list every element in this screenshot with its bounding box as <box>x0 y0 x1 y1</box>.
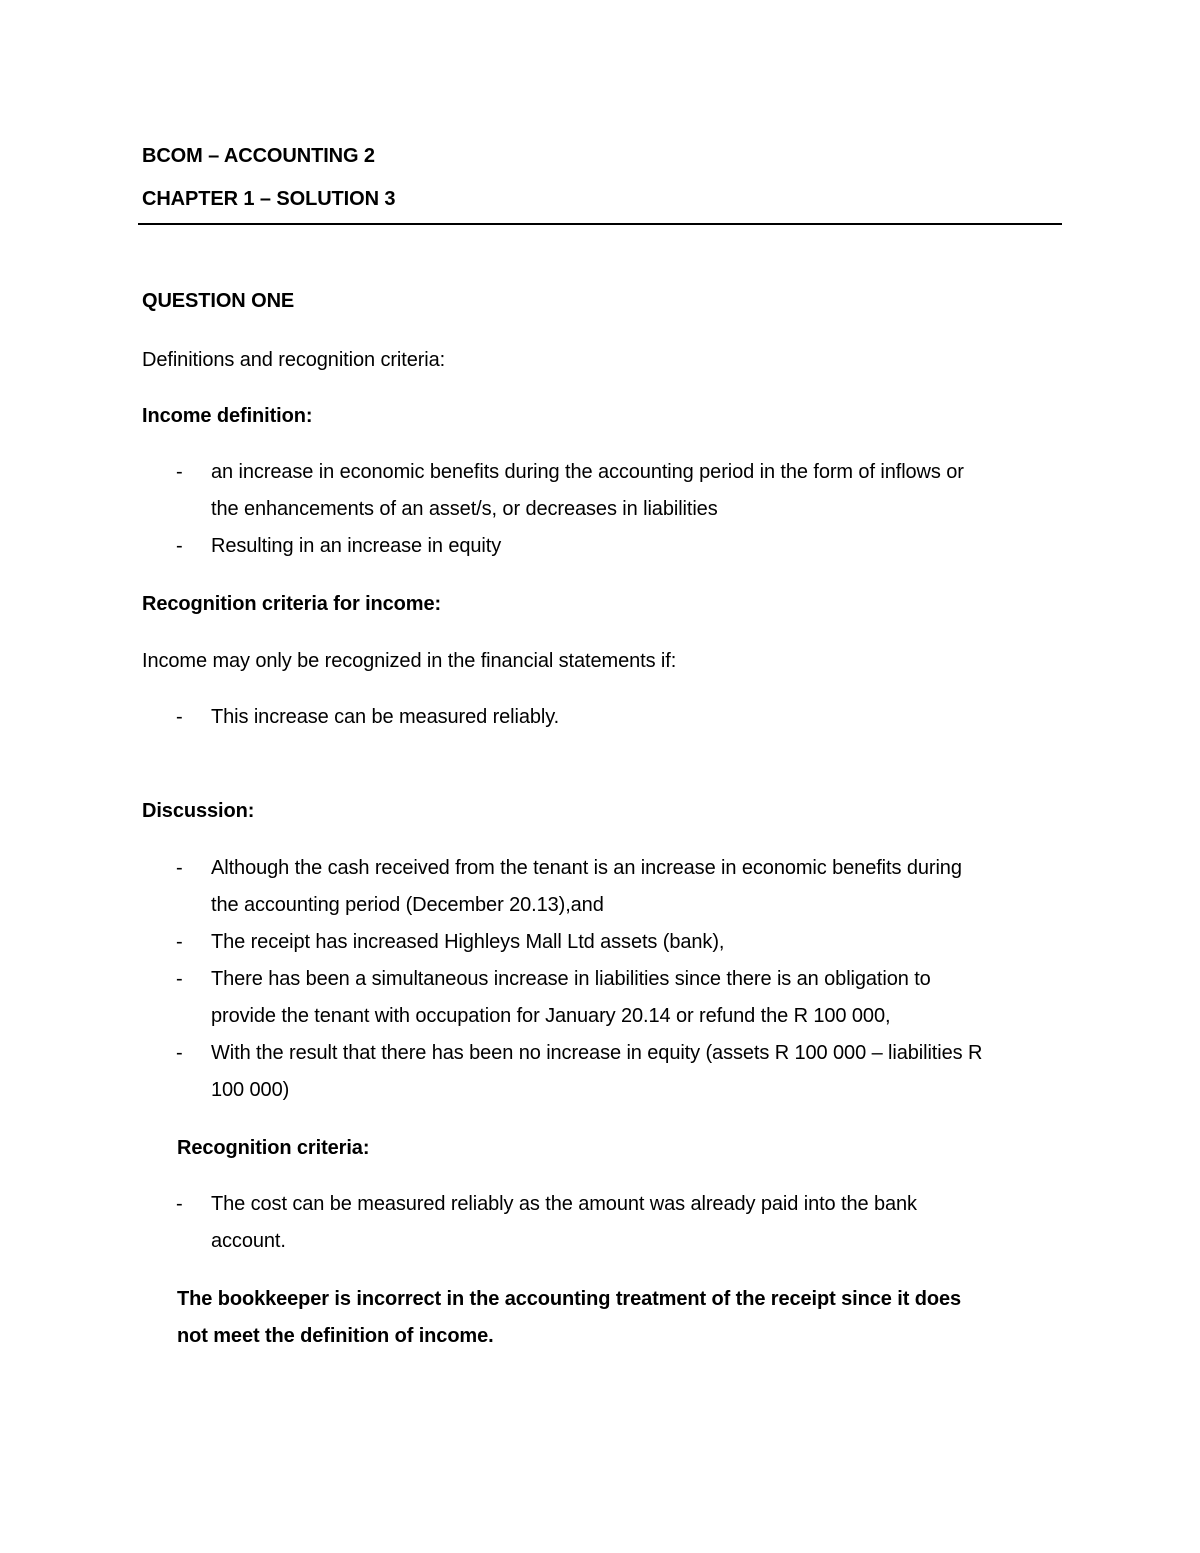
list-item: an increase in economic benefits during the accounting period in the form of inflows or <box>211 461 964 483</box>
discussion-heading: Discussion: <box>142 800 255 822</box>
bullet-marker: - <box>176 1042 183 1064</box>
bullet-marker: - <box>176 931 183 953</box>
list-item: provide the tenant with occupation for January 20.14 or refund the R 100 000, <box>211 1005 891 1027</box>
bullet-marker: - <box>176 706 183 728</box>
list-item: There has been a simultaneous increase in liabilities since there is an obligation to <box>211 968 931 990</box>
list-item: the enhancements of an asset/s, or decreases in liabilities <box>211 498 718 520</box>
list-item: Resulting in an increase in equity <box>211 535 502 557</box>
list-item: The cost can be measured reliably as the amount was already paid into the bank <box>211 1193 917 1215</box>
recognition-income-heading: Recognition criteria for income: <box>142 593 442 615</box>
bullet-marker: - <box>176 857 183 879</box>
list-item: account. <box>211 1230 286 1252</box>
bullet-marker: - <box>176 461 183 483</box>
list-item: the accounting period (December 20.13),and <box>211 894 604 916</box>
question-title: QUESTION ONE <box>142 290 295 312</box>
header-divider <box>138 223 1062 225</box>
income-definition-heading: Income definition: <box>142 405 313 427</box>
recognition-heading: Recognition criteria: <box>177 1137 370 1159</box>
course-title: BCOM – ACCOUNTING 2 <box>142 145 375 167</box>
list-item: With the result that there has been no increase in equity (assets R 100 000 – liabilities R <box>211 1042 983 1064</box>
bullet-marker: - <box>176 1193 183 1215</box>
conclusion-line: The bookkeeper is incorrect in the accounting treatment of the receipt since it does <box>177 1288 962 1310</box>
bullet-marker: - <box>176 535 183 557</box>
bullet-marker: - <box>176 968 183 990</box>
list-item: Although the cash received from the tenant is an increase in economic benefits during <box>211 857 962 879</box>
chapter-title: CHAPTER 1 – SOLUTION 3 <box>142 188 396 210</box>
recognition-income-intro: Income may only be recognized in the financial statements if: <box>142 650 677 672</box>
question-intro: Definitions and recognition criteria: <box>142 349 446 371</box>
list-item: This increase can be measured reliably. <box>211 706 560 728</box>
list-item: The receipt has increased Highleys Mall Ltd assets (bank), <box>211 931 725 953</box>
conclusion-line: not meet the definition of income. <box>177 1325 494 1347</box>
list-item: 100 000) <box>211 1079 290 1101</box>
